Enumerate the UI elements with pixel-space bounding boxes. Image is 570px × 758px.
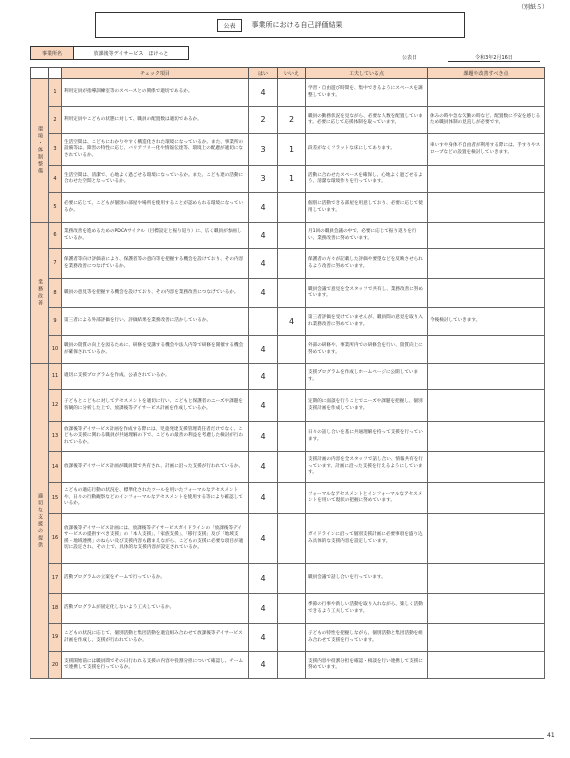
yes-count: 3	[249, 134, 278, 166]
yes-count: 4	[249, 279, 278, 308]
table-row	[31, 564, 545, 594]
row-number: 8	[49, 279, 62, 308]
publication-date-row	[402, 54, 542, 62]
evaluation-table	[30, 67, 545, 679]
row-number: 5	[49, 193, 62, 223]
yes-count: 4	[249, 336, 278, 364]
yes-count: 4	[249, 624, 278, 652]
bottom-border	[30, 738, 544, 739]
issue-text	[428, 652, 545, 679]
row-number: 19	[49, 624, 62, 652]
row-number: 14	[49, 452, 62, 483]
no-count: 1	[278, 134, 306, 166]
facility-label: 事業所名	[30, 46, 74, 60]
row-number: 12	[49, 390, 62, 422]
yes-count: 3	[249, 166, 278, 193]
effort-text: 保護者の方々が記載した評価や要望などを反映させられるよう改善に努めています。	[306, 249, 428, 279]
issue-text	[428, 193, 545, 223]
issue-text	[428, 79, 545, 107]
no-count	[278, 652, 306, 679]
issue-text	[428, 390, 545, 422]
check-item: 生活空間は、こどもにわかりやすく構造化された環境になっているか。また、事業所の設備等は、障害の特性に応じ、バリアフリー化や情報伝達等、環境上の配慮が適切になされているか。	[62, 134, 249, 166]
check-item: 業務改善を進めるためのPDCAサイクル（目標設定と振り返り）に、広く職員が参画しているか。	[62, 223, 249, 249]
check-item: 放課後等デイサービス計画が職員間で共有され、計画に沿った支援が行われているか。	[62, 452, 249, 483]
row-number: 10	[49, 336, 62, 364]
check-item: 職員の意見等を把握する機会を設けており、その内容を業務改善につなげているか。	[62, 279, 249, 308]
no-count	[278, 564, 306, 594]
row-number: 20	[49, 652, 62, 679]
effort-text: 支援内容や役割分担を確認・相談を行い連携して支援に努めています。	[306, 652, 428, 679]
page-number: 41	[547, 732, 555, 739]
effort-text: フォーマルなアセスメントとインフォーマルなアセスメントを用いて現状の把握に努めています。	[306, 483, 428, 514]
table-row	[31, 594, 545, 624]
no-count	[278, 364, 306, 390]
yes-count: 4	[249, 249, 278, 279]
category-cell: 環境・体制整備	[31, 79, 49, 223]
effort-text: 学習・自由遊び時間を、集中できるようにスペースを調整しています。	[306, 79, 428, 107]
header-effort: 工夫している点	[306, 68, 428, 79]
effort-text: 季節の行事や新しい活動を取り入れながら、楽しく活動できるよう工夫しています。	[306, 594, 428, 624]
table-header-row	[31, 68, 545, 79]
yes-count: 4	[249, 652, 278, 679]
no-count: 1	[278, 166, 306, 193]
issue-text	[428, 364, 545, 390]
table-row	[31, 308, 545, 336]
table-row	[31, 624, 545, 652]
effort-text: 第三者評価を受けていませんが、職員間の意見を取り入れ業務改善に努めています。	[306, 308, 428, 336]
check-item: 支援開始前には職員間でその日行われる支援の内容や役割分担について確認し、チームで連携して支援を行っているか。	[62, 652, 249, 679]
yes-count: 4	[249, 79, 278, 107]
no-count	[278, 594, 306, 624]
no-count	[278, 223, 306, 249]
yes-count: 2	[249, 107, 278, 134]
table-row	[31, 279, 545, 308]
issue-text: 休みの時や急な欠勤の時など、配置数に不安を感じるため職員体制の見直しが必要です。	[428, 107, 545, 134]
yes-count: 4	[249, 514, 278, 564]
effort-text: 職員会議で意見を全スタッフで共有し、業務改善に努めています。	[306, 279, 428, 308]
issue-text	[428, 594, 545, 624]
effort-text: 職員会議で話し合いを行っています。	[306, 564, 428, 594]
effort-text: 子どもの特性を把握しながら、個別活動と集団活動を組み合わせて支援を行っています。	[306, 624, 428, 652]
check-item: 必要に応じて、こどもが個別の部屋や場所を使用することが認められる環境になっているか。	[62, 193, 249, 223]
table-row	[31, 79, 545, 107]
yes-count: 4	[249, 364, 278, 390]
no-count	[278, 336, 306, 364]
publication-date-value: 令和3年2月16日	[448, 54, 540, 62]
issue-text	[428, 336, 545, 364]
no-count	[278, 193, 306, 223]
no-count	[278, 624, 306, 652]
effort-text: 段差がなくフラットな床にしてあります。	[306, 134, 428, 166]
yes-count: 4	[249, 422, 278, 452]
no-count: 4	[278, 308, 306, 336]
no-count	[278, 514, 306, 564]
table-row	[31, 390, 545, 422]
issue-text	[428, 249, 545, 279]
header-blank	[49, 68, 62, 79]
row-number: 18	[49, 594, 62, 624]
issue-text	[428, 223, 545, 249]
effort-text: 支援計画の内容を全スタッフで話し合い、情報共有を行っています。計画に沿った支援を行えるようにしています。	[306, 452, 428, 483]
check-item: 活動プログラムの立案をチームで行っているか。	[62, 564, 249, 594]
yes-count: 4	[249, 223, 278, 249]
issue-text	[428, 624, 545, 652]
no-count	[278, 279, 306, 308]
row-number: 7	[49, 249, 62, 279]
yes-count: 4	[249, 564, 278, 594]
yes-count: 4	[249, 390, 278, 422]
effort-text: 職員の勤務状況を見ながら、必要な人数を配置しています。必要に応じて応援体制を取っています。	[306, 107, 428, 134]
check-item: こどもの状況に応じて、個別活動と集団活動を適宜組み合わせて放課後等デイサービス計画を作成し、支援が行われているか。	[62, 624, 249, 652]
effort-text: 外部の研修や、事業所内での研修会を行い、資質向上に努めています。	[306, 336, 428, 364]
check-item: 放課後等デイサービス計画には、放課後等デイサービスガイドラインの「放課後等デイサービスの提供すべき支援」の「本人支援」、「家族支援」、「移行支援」及び「地域支援・地域連携」のねらい及び支援内容も踏まえながら、こどもの支援に必要な項目が適切に設定され、その上で、具体的な支援内容が設定されているか。	[62, 514, 249, 564]
issue-text	[428, 279, 545, 308]
row-number: 13	[49, 422, 62, 452]
check-item: 保護者等向け評価表により、保護者等の意向等を把握する機会を設けており、その内容を業務改善につなげているか。	[62, 249, 249, 279]
check-item: 第三者による外部評価を行い、評価結果を業務改善に活かしているか。	[62, 308, 249, 336]
yes-count: 4	[249, 594, 278, 624]
publication-date-label: 公表日	[402, 55, 418, 61]
table-row	[31, 193, 545, 223]
check-item: 活動プログラムが固定化しないよう工夫しているか。	[62, 594, 249, 624]
category-cell: 適切な支援の提供	[31, 364, 49, 679]
row-number: 3	[49, 134, 62, 166]
page-title: 事業所における自己評価結果	[251, 21, 343, 29]
table-row	[31, 107, 545, 134]
yes-count: 4	[249, 193, 278, 223]
row-number: 9	[49, 308, 62, 336]
row-number: 2	[49, 107, 62, 134]
header-check-item: チェック項目	[62, 68, 249, 79]
check-item: 子どもとこどもに対してアセスメントを適切に行い、こどもと保護者のニーズや課題を客観的に分析した上で、放課後等デイサービス計画を作成しているか。	[62, 390, 249, 422]
table-row	[31, 452, 545, 483]
table-row	[31, 483, 545, 514]
no-count	[278, 390, 306, 422]
issue-text	[428, 166, 545, 193]
yes-count	[249, 308, 278, 336]
row-number: 15	[49, 483, 62, 514]
header-blank	[31, 68, 49, 79]
table-row	[31, 422, 545, 452]
header-no: いいえ	[278, 68, 306, 79]
page-label: （別紙５）	[517, 4, 548, 11]
table-row	[31, 336, 545, 364]
table-row	[31, 166, 545, 193]
issue-text: 車いすや身体不自由者が利用する際には、手すりやスロープなどの設置を検討していきます。	[428, 134, 545, 166]
yes-count: 4	[249, 483, 278, 514]
effort-text: 活動に合わせたスペースを確保し、心地よく過ごせるよう、清潔な環境作りを行っています。	[306, 166, 428, 193]
header-yes: はい	[249, 68, 278, 79]
row-number: 11	[49, 364, 62, 390]
no-count: 2	[278, 107, 306, 134]
category-cell: 業務改善	[31, 223, 49, 364]
table-row	[31, 249, 545, 279]
issue-text	[428, 422, 545, 452]
row-number: 1	[49, 79, 62, 107]
publication-badge: 公表	[217, 19, 241, 32]
no-count	[278, 249, 306, 279]
row-number: 6	[49, 223, 62, 249]
no-count	[278, 452, 306, 483]
check-item: 適切に支援プログラムを作成、公表されているか。	[62, 364, 249, 390]
row-number: 4	[49, 166, 62, 193]
check-item: 利用定員やこどもの状態に対して、職員の配置数は適切であるか。	[62, 107, 249, 134]
check-item: 放課後等デイサービス計画を作成する際には、児童発達支援管理責任者だけでなく、こどもの支援に関わる職員が共通理解の下で、こどもの最善の利益を考慮した検討が行われているか。	[62, 422, 249, 452]
issue-text	[428, 483, 545, 514]
effort-text: 月1回の職員会議の中で、必要に応じて振り返りを行い、業務改善に努めています。	[306, 223, 428, 249]
row-number: 17	[49, 564, 62, 594]
effort-text: 個別に活動できる部屋を用意しており、必要に応じて使用しています。	[306, 193, 428, 223]
check-item: こどもの適応行動の状況を、標準化されたツールを用いたフォーマルなアセスメントや、日々の行動観察などのインフォーマルなアセスメントを使用する等により確認しているか。	[62, 483, 249, 514]
effort-text: ガイドラインに沿って個別支援計画に必要事項を盛り込み具体的な支援内容を設定しています。	[306, 514, 428, 564]
effort-text: 支援プログラムを作成しホームページに公開しています。	[306, 364, 428, 390]
issue-text	[428, 514, 545, 564]
table-row	[31, 223, 545, 249]
row-number: 16	[49, 514, 62, 564]
check-item: 生活空間は、清潔で、心地よく過ごせる環境になっているか。また、こども達の活動に合わせた空間となっているか。	[62, 166, 249, 193]
yes-count: 4	[249, 452, 278, 483]
issue-text: 今後検討していきます。	[428, 308, 545, 336]
check-item: 職員の資質の向上を図るために、研修を受講する機会や法人内等で研修を開催する機会が確保されているか。	[62, 336, 249, 364]
facility-name: 放課後等デイサービス ほけっと	[74, 46, 189, 60]
effort-text: 日々の話し合いを基に共通理解を持って支援を行っています。	[306, 422, 428, 452]
effort-text: 定期的に面談を行うことでニーズや課題を把握し、個別支援計画を作成しています。	[306, 390, 428, 422]
check-item: 利用定員が指導訓練室等のスペースとの関係で適切であるか。	[62, 79, 249, 107]
issue-text	[428, 564, 545, 594]
table-row	[31, 514, 545, 564]
table-row	[31, 134, 545, 166]
facility-row	[30, 46, 189, 60]
title-box	[95, 12, 465, 38]
issue-text	[428, 452, 545, 483]
no-count	[278, 483, 306, 514]
table-row	[31, 652, 545, 679]
no-count	[278, 422, 306, 452]
header-issues: 課題や改善すべき点	[428, 68, 545, 79]
no-count	[278, 79, 306, 107]
table-row	[31, 364, 545, 390]
